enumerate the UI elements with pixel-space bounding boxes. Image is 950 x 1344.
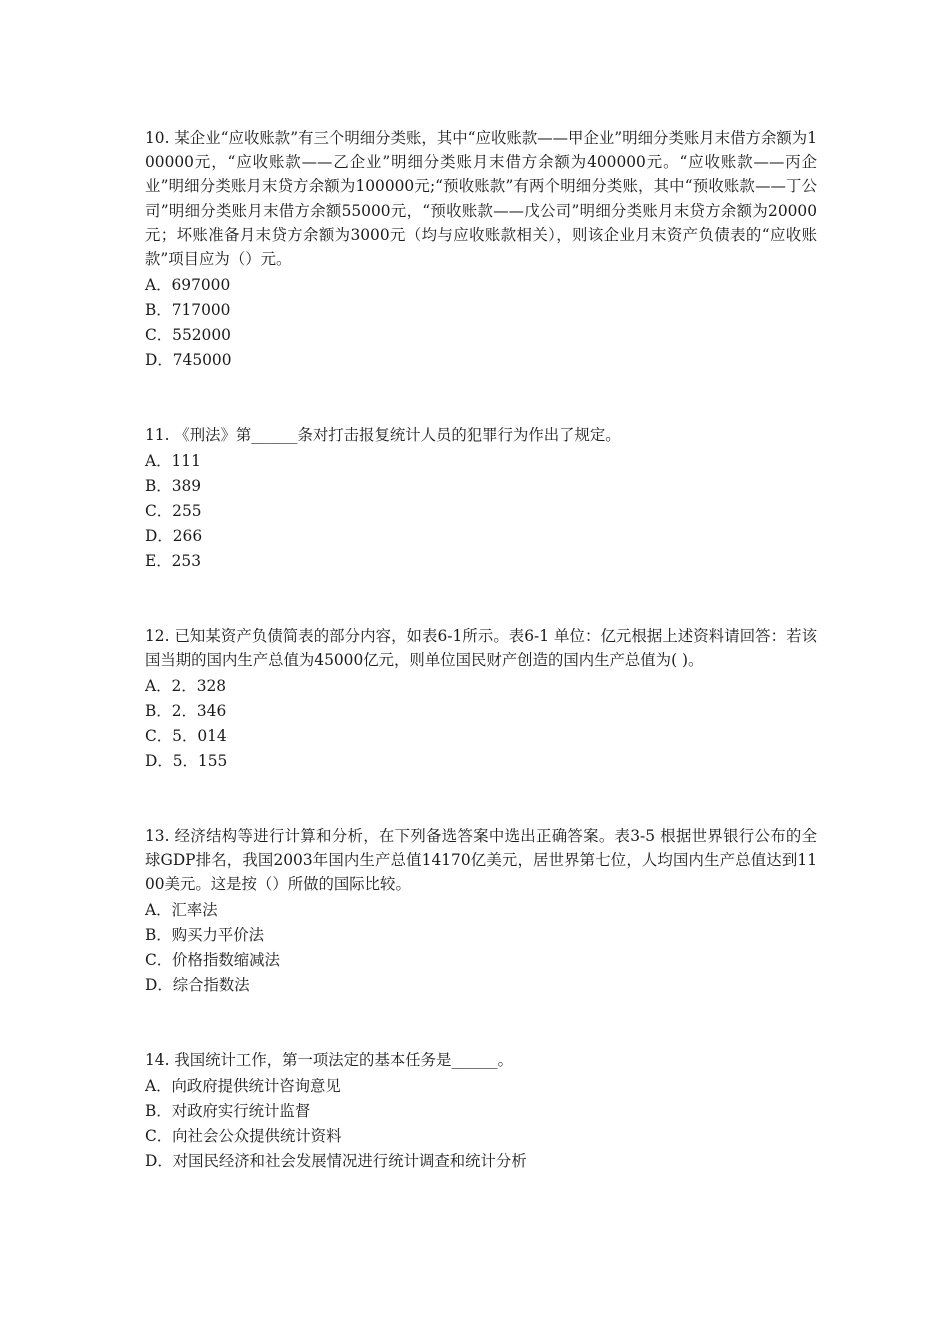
spacer [145,373,817,423]
option-b: B．389 [145,476,202,495]
option-b: B．对政府实行统计监督 [145,1101,311,1120]
spacer [145,774,817,824]
question-12 [145,624,817,774]
option-list [145,898,817,998]
option-list [145,1074,817,1174]
option-list [145,449,817,574]
question-text: 10. 某企业“应收账款”有三个明细分类账，其中“应收账款——甲企业”明细分类账月末借方余额为100000元，“应收账款——乙企业”明细分类账月末借方余额为400000元。“应收账款——丙企业”明细分类账月末贷方余额为100000元;“预收账款”有两个明细分类账，其中“预收账款——丁公司”明细分类账月末借方余额55000元，“预收账款——戊公司”明细分类账月末贷方余额为20000元；坏账准备月末贷方余额为3000元（均与应收账款相关），则该企业月末资产负债表的“应收账款”项目应为（）元。 [145,129,817,269]
option-a: A．2．328 [145,676,227,695]
option-d: D．5．155 [145,751,228,770]
option-a: A．111 [145,452,201,471]
option-d: D．266 [145,526,203,545]
option-list [145,674,817,774]
question-text: 14. 我国统计工作，第一项法定的基本任务是______。 [145,1050,513,1069]
option-a: A．697000 [145,276,231,295]
option-b: B．购买力平价法 [145,926,265,945]
question-text: 11. 《刑法》第______条对打击报复统计人员的犯罪行为作出了规定。 [145,425,621,444]
option-a: A．汇率法 [145,901,218,920]
option-a: A．向政府提供统计咨询意见 [145,1077,341,1096]
option-b: B．2．346 [145,701,227,720]
question-10 [145,126,817,373]
question-14 [145,1048,817,1174]
option-b: B．717000 [145,301,231,320]
option-list [145,273,817,373]
option-c: C．552000 [145,326,231,345]
option-c: C．5．014 [145,726,227,745]
question-13 [145,824,817,998]
document-page [145,126,817,1174]
option-c: C．255 [145,501,202,520]
option-d: D．745000 [145,350,232,369]
option-c: C．向社会公众提供统计资料 [145,1126,342,1145]
option-e: E．253 [145,551,202,570]
spacer [145,574,817,624]
spacer [145,998,817,1048]
option-d: D．对国民经济和社会发展情况进行统计调查和统计分析 [145,1151,527,1170]
option-c: C．价格指数缩减法 [145,951,280,970]
question-text: 12. 已知某资产负债简表的部分内容，如表6-1所示。表6-1 单位：亿元根据上述资料请回答：若该国当期的国内生产总值为45000亿元，则单位国民财产创造的国内生产总值为( )。 [145,626,817,669]
option-d: D．综合指数法 [145,975,250,994]
question-text: 13. 经济结构等进行计算和分析，在下列备选答案中选出正确答案。表3-5 根据世界银行公布的全球GDP排名，我国2003年国内生产总值14170亿美元，居世界第七位，人均国内生产总值达到1100美元。这是按（）所做的国际比较。 [145,826,817,894]
question-11 [145,423,817,574]
